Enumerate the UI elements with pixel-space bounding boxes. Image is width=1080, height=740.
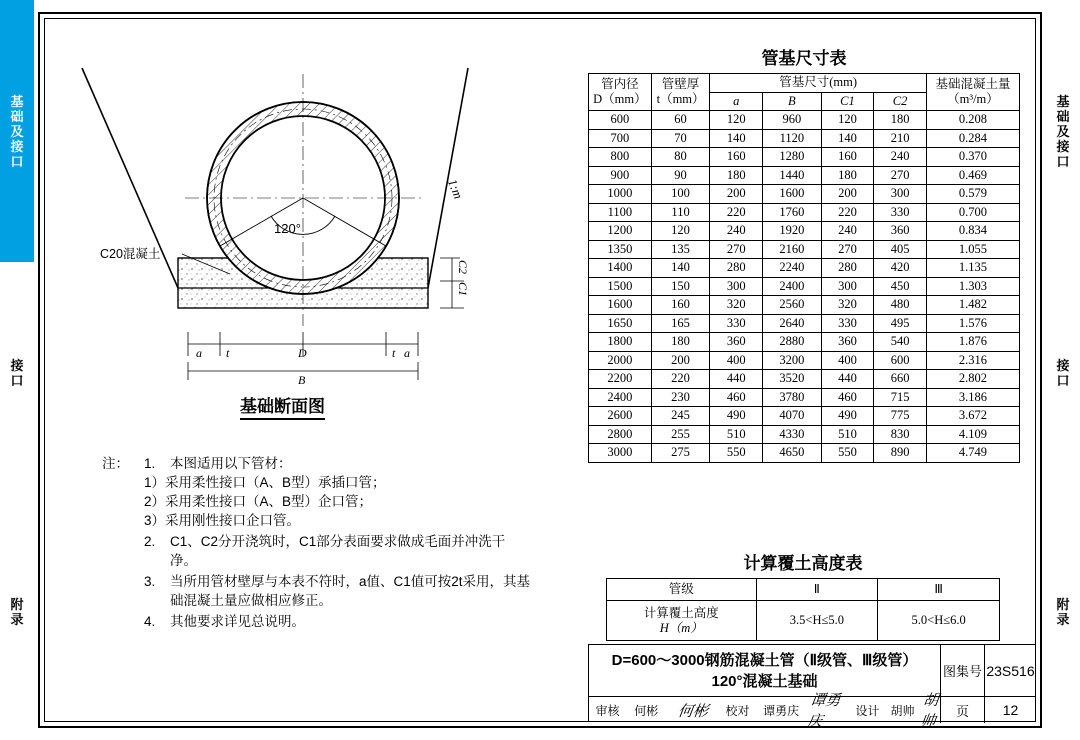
dim-a-right-label: a xyxy=(404,346,410,360)
table-cell: 420 xyxy=(874,259,927,278)
table-cell: 330 xyxy=(874,203,927,222)
table-cell: 4330 xyxy=(763,425,822,444)
sidebar-item-appendix-left[interactable] xyxy=(0,484,34,740)
table-cell: 140 xyxy=(651,259,710,278)
table-cell: 600 xyxy=(589,111,652,130)
dim-t-left-label: t xyxy=(226,346,230,360)
header-concrete-volume: 基础混凝土量 （m³/m） xyxy=(926,74,1019,111)
dim-t-right-label: t xyxy=(392,346,396,360)
table-cell: 2600 xyxy=(589,407,652,426)
cover-height-table-block xyxy=(606,549,1000,641)
table-cell: 110 xyxy=(651,203,710,222)
table-cell: 255 xyxy=(651,425,710,444)
table-cell: 1600 xyxy=(589,296,652,315)
header-pipe-id: 管内径 D（mm） xyxy=(589,74,652,111)
table-cell: 360 xyxy=(874,222,927,241)
note-text: 其他要求详见总说明。 xyxy=(170,614,305,629)
cell-cover-height-3: 5.0<H≤6.0 xyxy=(878,601,1000,641)
table-row xyxy=(589,351,1020,370)
sidebar-item-foundation-joint-left[interactable] xyxy=(0,0,34,262)
angle-label: 120° xyxy=(274,221,301,236)
table-cell: 280 xyxy=(821,259,874,278)
right-tab-bar xyxy=(1046,0,1080,740)
table-cell: 460 xyxy=(710,388,763,407)
table-cell: 490 xyxy=(821,407,874,426)
table-cell: 800 xyxy=(589,148,652,167)
table-cell: 210 xyxy=(874,129,927,148)
table-cell: 200 xyxy=(651,351,710,370)
table-cell: 70 xyxy=(651,129,710,148)
signature-row xyxy=(589,693,941,730)
table-cell: 320 xyxy=(710,296,763,315)
table-cell: 4.749 xyxy=(926,444,1019,463)
slope-label: 1:m xyxy=(444,176,467,201)
table-cell: 4.109 xyxy=(926,425,1019,444)
figure-caption: 基础断面图 xyxy=(240,392,325,420)
table-cell: 1400 xyxy=(589,259,652,278)
table-cell: 1280 xyxy=(763,148,822,167)
table-row xyxy=(589,444,1020,463)
table-cell: 2.316 xyxy=(926,351,1019,370)
note-text: C1、C2分开浇筑时，C1部分表面要求做成毛面并冲洗干净。 xyxy=(170,534,506,568)
header-C1: C1 xyxy=(821,92,874,111)
table-cell: 1350 xyxy=(589,240,652,259)
table-cell: 240 xyxy=(710,222,763,241)
table-cell: 270 xyxy=(874,166,927,185)
table-cell: 300 xyxy=(874,185,927,204)
table-cell: 700 xyxy=(589,129,652,148)
note-text: 2）采用柔性接口（A、B型）企口管； xyxy=(144,494,373,509)
design-name: 胡帅 xyxy=(890,703,915,718)
table-cell: 300 xyxy=(710,277,763,296)
table-cell: 2400 xyxy=(589,388,652,407)
design-label: 设计 xyxy=(855,703,880,718)
note-text: 本图适用以下管材： xyxy=(170,456,292,471)
table-cell: 1500 xyxy=(589,277,652,296)
table-row xyxy=(589,240,1020,259)
dim-d-label: D xyxy=(298,346,307,360)
table-row xyxy=(589,185,1020,204)
table-cell: 510 xyxy=(821,425,874,444)
table-cell: 495 xyxy=(874,314,927,333)
note-number: 3. xyxy=(144,574,156,589)
table-cell: 3.186 xyxy=(926,388,1019,407)
table-cell: 0.208 xyxy=(926,111,1019,130)
note-text: 3）采用刚性接口企口管。 xyxy=(144,513,301,528)
concrete-label: C20混凝土 xyxy=(100,247,161,261)
table-cell: 540 xyxy=(874,333,927,352)
cell-class-2: Ⅱ xyxy=(756,579,878,601)
table-header-row xyxy=(589,74,1020,93)
table-cell: 180 xyxy=(710,166,763,185)
cell-cover-height-label: 计算覆土高度 H（m） xyxy=(607,601,757,641)
table-cell: 135 xyxy=(651,240,710,259)
review-name: 何彬 xyxy=(634,703,659,718)
page-label: 页 xyxy=(941,697,985,723)
table-row xyxy=(589,314,1020,333)
dim-b-label: B xyxy=(298,373,306,387)
sidebar-item-label: 附录 xyxy=(1056,597,1070,627)
table-cell: 90 xyxy=(651,166,710,185)
notes-title: 注： xyxy=(102,456,129,471)
table-cell: 200 xyxy=(710,185,763,204)
table-cell: 3000 xyxy=(589,444,652,463)
cell-cover-height-2: 3.5<H≤5.0 xyxy=(756,601,878,641)
table-cell: 230 xyxy=(651,388,710,407)
dim-c2-label: C2 xyxy=(456,260,470,275)
table-cell: 900 xyxy=(589,166,652,185)
table-cell: 200 xyxy=(821,185,874,204)
table-cell: 4070 xyxy=(763,407,822,426)
atlas-number-value: 23S516 xyxy=(985,645,1036,697)
table-row xyxy=(589,203,1020,222)
table-cell: 405 xyxy=(874,240,927,259)
sidebar-item-joint-right[interactable] xyxy=(1046,262,1080,484)
table-row xyxy=(589,259,1020,278)
left-tab-bar xyxy=(0,0,34,740)
header-wall-thickness: 管壁厚 t（mm） xyxy=(651,74,710,111)
table-cell: 1760 xyxy=(763,203,822,222)
table-row xyxy=(589,148,1020,167)
table-cell: 270 xyxy=(821,240,874,259)
table-row xyxy=(589,407,1020,426)
table-row xyxy=(607,601,1000,641)
table-cell: 1.482 xyxy=(926,296,1019,315)
table-cell: 120 xyxy=(821,111,874,130)
table-cell: 2400 xyxy=(763,277,822,296)
table-cell: 2200 xyxy=(589,370,652,389)
sidebar-item-label: 接口 xyxy=(1056,358,1070,388)
table-cell: 220 xyxy=(821,203,874,222)
table-row xyxy=(607,579,1000,601)
table-cell: 330 xyxy=(821,314,874,333)
table-cell: 300 xyxy=(821,277,874,296)
table-cell: 775 xyxy=(874,407,927,426)
table-cell: 0.469 xyxy=(926,166,1019,185)
review-label: 审核 xyxy=(595,703,620,718)
header-C2: C2 xyxy=(874,92,927,111)
table-cell: 2880 xyxy=(763,333,822,352)
note-text: 当所用管材壁厚与本表不符时，a值、C1值可按2t采用，其基础混凝土量应做相应修正。 xyxy=(170,574,531,608)
cell-class-3: Ⅲ xyxy=(878,579,1000,601)
table-cell: 0.700 xyxy=(926,203,1019,222)
dim-a-left-label: a xyxy=(196,346,202,360)
table-row xyxy=(589,370,1020,389)
table-cell: 240 xyxy=(821,222,874,241)
table-cell: 150 xyxy=(651,277,710,296)
table-cell: 60 xyxy=(651,111,710,130)
table-cell: 0.370 xyxy=(926,148,1019,167)
table-cell: 400 xyxy=(821,351,874,370)
header-a: a xyxy=(710,92,763,111)
dimension-table-title: 管基尺寸表 xyxy=(761,49,847,68)
sidebar-item-label: 基础及接口 xyxy=(10,93,24,169)
sidebar-item-label: 附录 xyxy=(10,597,24,627)
table-cell: 2640 xyxy=(763,314,822,333)
table-cell: 660 xyxy=(874,370,927,389)
table-cell: 490 xyxy=(710,407,763,426)
table-cell: 245 xyxy=(651,407,710,426)
table-cell: 715 xyxy=(874,388,927,407)
table-cell: 1.303 xyxy=(926,277,1019,296)
atlas-number-label: 图集号 xyxy=(941,645,985,697)
table-cell: 360 xyxy=(710,333,763,352)
table-cell: 890 xyxy=(874,444,927,463)
table-cell: 1800 xyxy=(589,333,652,352)
table-cell: 0.834 xyxy=(926,222,1019,241)
table-cell: 3.672 xyxy=(926,407,1019,426)
table-cell: 240 xyxy=(874,148,927,167)
table-cell: 480 xyxy=(874,296,927,315)
drawing-title xyxy=(589,645,941,697)
table-cell: 275 xyxy=(651,444,710,463)
table-cell: 220 xyxy=(710,203,763,222)
table-cell: 140 xyxy=(821,129,874,148)
table-cell: 160 xyxy=(651,296,710,315)
table-cell: 3780 xyxy=(763,388,822,407)
note-number: 1. xyxy=(144,456,156,471)
table-cell: 440 xyxy=(710,370,763,389)
cover-height-table-title: 计算覆土高度表 xyxy=(743,554,863,573)
table-cell: 1.576 xyxy=(926,314,1019,333)
table-row xyxy=(589,222,1020,241)
page-value: 12 xyxy=(1002,702,1019,718)
table-cell: 165 xyxy=(651,314,710,333)
drawing-title-line2: 120°混凝土基础 xyxy=(711,672,818,690)
table-cell: 1000 xyxy=(589,185,652,204)
table-cell: 180 xyxy=(651,333,710,352)
title-block xyxy=(588,644,1036,730)
table-cell: 960 xyxy=(763,111,822,130)
table-cell: 120 xyxy=(651,222,710,241)
dim-c1-label: C1 xyxy=(456,282,470,297)
table-row xyxy=(589,129,1020,148)
table-cell: 0.284 xyxy=(926,129,1019,148)
table-cell: 160 xyxy=(821,148,874,167)
sidebar-item-appendix-right[interactable] xyxy=(1046,484,1080,740)
drawing-title-line1: D=600～3000钢筋混凝土管（Ⅱ级管、Ⅲ级管） xyxy=(611,651,918,669)
table-cell: 1920 xyxy=(763,222,822,241)
table-cell: 510 xyxy=(710,425,763,444)
table-cell: 1.055 xyxy=(926,240,1019,259)
header-base-dims-group: 管基尺寸(mm) xyxy=(710,74,927,93)
table-cell: 600 xyxy=(874,351,927,370)
cell-pipe-class-label: 管级 xyxy=(607,579,757,601)
table-cell: 220 xyxy=(651,370,710,389)
table-row xyxy=(589,296,1020,315)
table-cell: 460 xyxy=(821,388,874,407)
table-cell: 100 xyxy=(651,185,710,204)
check-name: 谭勇庆 xyxy=(763,703,800,718)
table-cell: 1200 xyxy=(589,222,652,241)
table-cell: 0.579 xyxy=(926,185,1019,204)
table-cell: 3520 xyxy=(763,370,822,389)
design-signature: 胡帅 xyxy=(919,693,940,730)
cover-height-table xyxy=(606,578,1000,641)
table-cell: 2800 xyxy=(589,425,652,444)
table-cell: 2160 xyxy=(763,240,822,259)
table-cell: 830 xyxy=(874,425,927,444)
table-cell: 160 xyxy=(710,148,763,167)
table-row xyxy=(589,111,1020,130)
table-row xyxy=(589,333,1020,352)
table-cell: 80 xyxy=(651,148,710,167)
table-row xyxy=(589,388,1020,407)
table-cell: 400 xyxy=(710,351,763,370)
table-cell: 1.876 xyxy=(926,333,1019,352)
table-cell: 320 xyxy=(821,296,874,315)
dimension-table xyxy=(588,73,1020,463)
table-cell: 2.802 xyxy=(926,370,1019,389)
table-cell: 1600 xyxy=(763,185,822,204)
table-cell: 3200 xyxy=(763,351,822,370)
table-cell: 450 xyxy=(874,277,927,296)
table-cell: 1120 xyxy=(763,129,822,148)
dimension-table-block xyxy=(588,44,1020,463)
table-cell: 550 xyxy=(710,444,763,463)
note-number: 4. xyxy=(144,614,156,629)
review-signature: 何彬 xyxy=(676,703,709,720)
check-label: 校对 xyxy=(725,703,750,718)
table-cell: 2000 xyxy=(589,351,652,370)
sidebar-item-foundation-joint-right[interactable] xyxy=(1046,0,1080,262)
notes-block xyxy=(102,454,532,631)
sidebar-item-joint-left[interactable] xyxy=(0,262,34,484)
sidebar-item-label: 接口 xyxy=(10,358,24,388)
table-cell: 120 xyxy=(710,111,763,130)
table-cell: 140 xyxy=(710,129,763,148)
table-cell: 2240 xyxy=(763,259,822,278)
sidebar-item-label: 基础及接口 xyxy=(1056,93,1070,169)
table-cell: 360 xyxy=(821,333,874,352)
page-frame xyxy=(38,12,1042,728)
table-cell: 550 xyxy=(821,444,874,463)
table-cell: 180 xyxy=(821,166,874,185)
table-row xyxy=(589,425,1020,444)
table-cell: 1.135 xyxy=(926,259,1019,278)
table-cell: 1100 xyxy=(589,203,652,222)
check-signature: 谭勇庆 xyxy=(806,693,842,730)
table-cell: 180 xyxy=(874,111,927,130)
table-cell: 270 xyxy=(710,240,763,259)
table-cell: 4650 xyxy=(763,444,822,463)
table-cell: 440 xyxy=(821,370,874,389)
table-cell: 330 xyxy=(710,314,763,333)
header-B: B xyxy=(763,92,822,111)
note-text: 1）采用柔性接口（A、B型）承插口管； xyxy=(144,475,386,490)
table-cell: 1440 xyxy=(763,166,822,185)
table-cell: 2560 xyxy=(763,296,822,315)
table-cell: 1650 xyxy=(589,314,652,333)
table-row xyxy=(589,277,1020,296)
note-number: 2. xyxy=(144,534,156,549)
table-cell: 280 xyxy=(710,259,763,278)
table-row xyxy=(589,166,1020,185)
